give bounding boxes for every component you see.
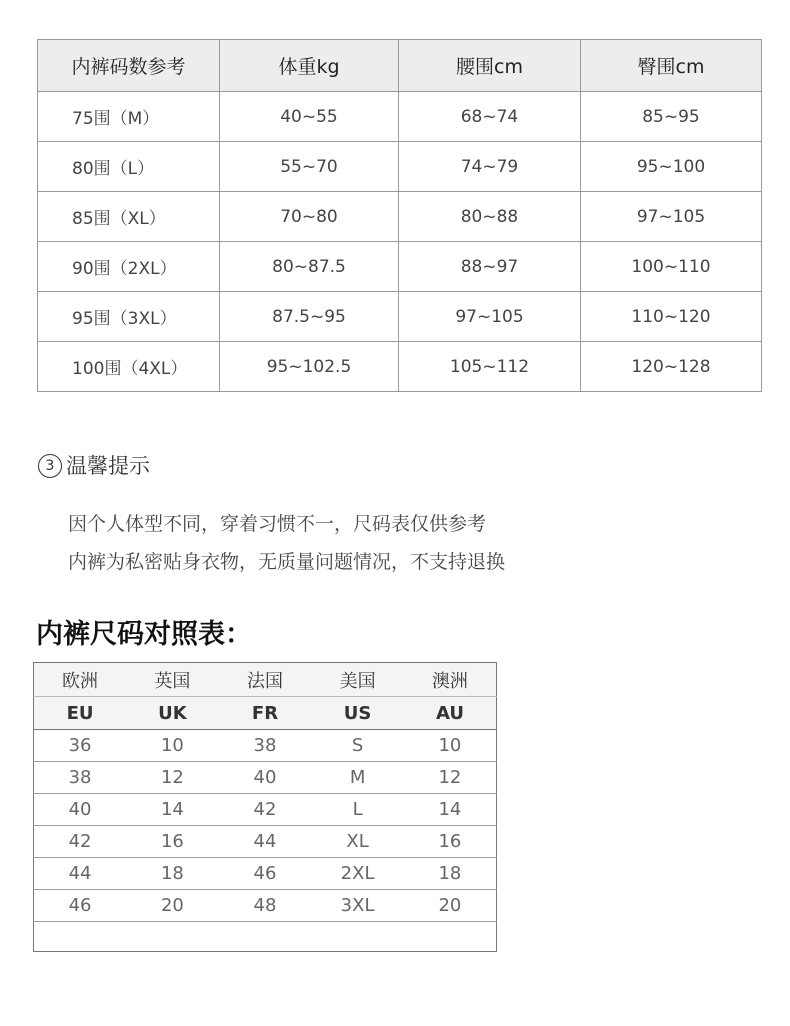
- hip-cell: 95~100: [581, 142, 762, 192]
- hip-cell: 110~120: [581, 292, 762, 342]
- code-uk: UK: [126, 697, 219, 730]
- weight-cell: 40~55: [220, 92, 399, 142]
- size-table-header-row: [38, 40, 762, 92]
- weight-cell: 70~80: [220, 192, 399, 242]
- uk-cell: 20: [126, 890, 219, 922]
- empty-row: [34, 922, 497, 952]
- uk-cell: 12: [126, 762, 219, 794]
- table-row: [34, 858, 497, 890]
- hip-cell: 85~95: [581, 92, 762, 142]
- tips-heading-text: 温馨提示: [66, 454, 150, 478]
- eu-cell: 46: [34, 890, 127, 922]
- au-cell: 12: [404, 762, 497, 794]
- table-row: [38, 92, 762, 142]
- us-cell: S: [311, 730, 404, 762]
- waist-cell: 97~105: [399, 292, 581, 342]
- table-row: [34, 794, 497, 826]
- waist-cell: 74~79: [399, 142, 581, 192]
- waist-cell: 80~88: [399, 192, 581, 242]
- table-row: [38, 342, 762, 392]
- size-cell: 95围（3XL）: [38, 292, 220, 342]
- header-france: 法国: [219, 663, 312, 697]
- eu-cell: 42: [34, 826, 127, 858]
- tips-heading: [38, 450, 150, 480]
- eu-cell: 36: [34, 730, 127, 762]
- us-cell: L: [311, 794, 404, 826]
- table-row: [34, 762, 497, 794]
- header-usa: 美国: [311, 663, 404, 697]
- header-waist: 腰围cm: [399, 40, 581, 92]
- code-us: US: [311, 697, 404, 730]
- eu-cell: 38: [34, 762, 127, 794]
- uk-cell: 10: [126, 730, 219, 762]
- conversion-header-code-row: [34, 697, 497, 730]
- uk-cell: 16: [126, 826, 219, 858]
- size-cell: 100围（4XL）: [38, 342, 220, 392]
- us-cell: XL: [311, 826, 404, 858]
- waist-cell: 68~74: [399, 92, 581, 142]
- weight-cell: 95~102.5: [220, 342, 399, 392]
- weight-cell: 55~70: [220, 142, 399, 192]
- circled-number: 3: [38, 454, 62, 478]
- size-reference-table: [37, 39, 762, 392]
- size-cell: 80围（L）: [38, 142, 220, 192]
- tip-line: 内裤为私密贴身衣物，无质量问题情况，不支持退换: [68, 551, 506, 573]
- tip-line: 因个人体型不同，穿着习惯不一，尺码表仅供参考: [68, 513, 487, 535]
- size-cell: 75围（M）: [38, 92, 220, 142]
- waist-cell: 105~112: [399, 342, 581, 392]
- eu-cell: 44: [34, 858, 127, 890]
- au-cell: 16: [404, 826, 497, 858]
- size-cell: 85围（XL）: [38, 192, 220, 242]
- header-size: 内裤码数参考: [38, 40, 220, 92]
- size-cell: 90围（2XL）: [38, 242, 220, 292]
- code-fr: FR: [219, 697, 312, 730]
- weight-cell: 80~87.5: [220, 242, 399, 292]
- us-cell: M: [311, 762, 404, 794]
- hip-cell: 100~110: [581, 242, 762, 292]
- table-row: [34, 826, 497, 858]
- fr-cell: 40: [219, 762, 312, 794]
- au-cell: 10: [404, 730, 497, 762]
- waist-cell: 88~97: [399, 242, 581, 292]
- uk-cell: 18: [126, 858, 219, 890]
- header-hip: 臀围cm: [581, 40, 762, 92]
- fr-cell: 42: [219, 794, 312, 826]
- conversion-header-zh-row: [34, 663, 497, 697]
- header-europe: 欧洲: [34, 663, 127, 697]
- header-australia: 澳洲: [404, 663, 497, 697]
- conversion-table-title: 内裤尺码对照表：: [36, 619, 252, 650]
- uk-cell: 14: [126, 794, 219, 826]
- table-row: [38, 142, 762, 192]
- eu-cell: 40: [34, 794, 127, 826]
- table-row: [38, 242, 762, 292]
- us-cell: 3XL: [311, 890, 404, 922]
- fr-cell: 46: [219, 858, 312, 890]
- fr-cell: 48: [219, 890, 312, 922]
- header-uk: 英国: [126, 663, 219, 697]
- code-au: AU: [404, 697, 497, 730]
- table-row: [34, 730, 497, 762]
- us-cell: 2XL: [311, 858, 404, 890]
- au-cell: 18: [404, 858, 497, 890]
- header-weight: 体重kg: [220, 40, 399, 92]
- au-cell: 14: [404, 794, 497, 826]
- table-row: [34, 890, 497, 922]
- au-cell: 20: [404, 890, 497, 922]
- hip-cell: 97~105: [581, 192, 762, 242]
- table-row: [38, 192, 762, 242]
- hip-cell: 120~128: [581, 342, 762, 392]
- size-conversion-table: [33, 662, 497, 952]
- code-eu: EU: [34, 697, 127, 730]
- fr-cell: 44: [219, 826, 312, 858]
- weight-cell: 87.5~95: [220, 292, 399, 342]
- empty-cell: [34, 922, 497, 952]
- table-row: [38, 292, 762, 342]
- fr-cell: 38: [219, 730, 312, 762]
